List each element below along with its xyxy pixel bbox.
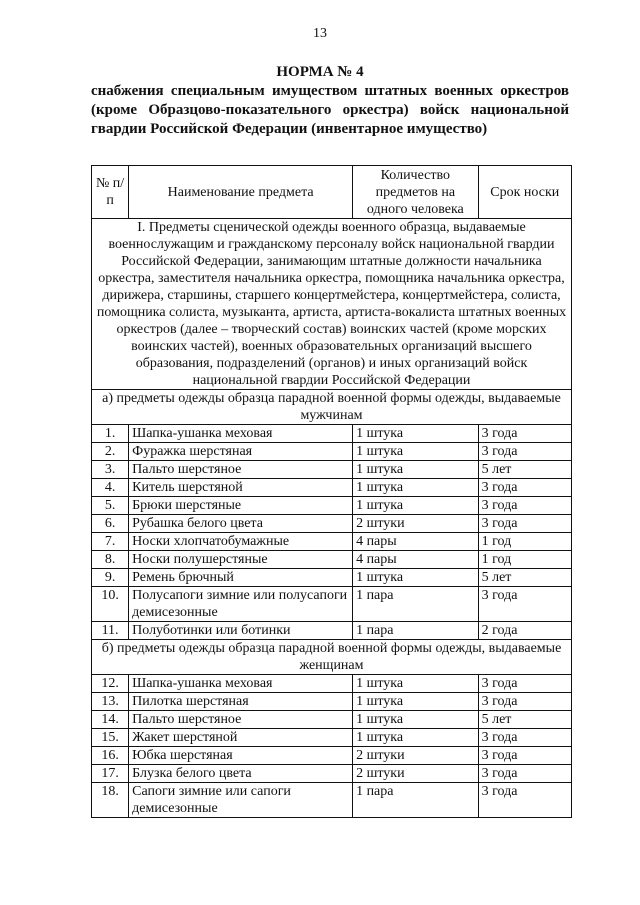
norm-table bbox=[91, 165, 572, 818]
row-term: 3 года bbox=[478, 783, 571, 818]
row-term: 3 года bbox=[478, 425, 571, 443]
row-quantity: 1 штука bbox=[353, 693, 479, 711]
row-name: Брюки шерстяные bbox=[129, 497, 353, 515]
row-name: Фуражка шерстяная bbox=[129, 443, 353, 461]
row-number: 17. bbox=[92, 765, 129, 783]
row-quantity: 1 пара bbox=[353, 622, 479, 640]
row-quantity: 4 пары bbox=[353, 551, 479, 569]
section-row bbox=[92, 219, 572, 390]
table-row bbox=[92, 551, 572, 569]
subsection-row-a bbox=[92, 390, 572, 425]
table-row bbox=[92, 765, 572, 783]
table-row bbox=[92, 729, 572, 747]
row-term: 1 год bbox=[478, 551, 571, 569]
row-name: Пальто шерстяное bbox=[129, 711, 353, 729]
header-num: № п/п bbox=[92, 166, 129, 219]
table-row bbox=[92, 622, 572, 640]
row-term: 3 года bbox=[478, 497, 571, 515]
table-row bbox=[92, 515, 572, 533]
row-quantity: 1 штука bbox=[353, 729, 479, 747]
row-number: 10. bbox=[92, 587, 129, 622]
section-heading: I. Предметы сценической одежды военного образца, выдаваемые военнослужащим и гражданскому персоналу войск национальной гвардии Российской Федерации, занимающим штатные должности начальника оркестра, заместителя начальника оркестра, помощника начальника оркестра, дирижера, старшины, старшего концертмейстера, концертмейстера, солиста, помощника солиста, музыканта, артиста, артиста-вокалиста штатных военных оркестров (далее – творческий состав) воинских частей (кроме морских воинских частей), военных образовательных организаций высшего образования, подразделений (органов) и иных организаций войск национальной гвардии Российской Федерации bbox=[92, 219, 572, 390]
row-quantity: 4 пары bbox=[353, 533, 479, 551]
table-body bbox=[92, 219, 572, 818]
row-term: 5 лет bbox=[478, 569, 571, 587]
table-row bbox=[92, 461, 572, 479]
row-name: Блузка белого цвета bbox=[129, 765, 353, 783]
row-quantity: 1 штука bbox=[353, 443, 479, 461]
row-term: 3 года bbox=[478, 693, 571, 711]
row-term: 3 года bbox=[478, 479, 571, 497]
subsection-heading-a: а) предметы одежды образца парадной военной формы одежды, выдаваемые мужчинам bbox=[92, 390, 572, 425]
row-number: 7. bbox=[92, 533, 129, 551]
row-quantity: 1 штука bbox=[353, 497, 479, 515]
table-row bbox=[92, 479, 572, 497]
header-term: Срок носки bbox=[478, 166, 571, 219]
row-name: Китель шерстяной bbox=[129, 479, 353, 497]
row-number: 8. bbox=[92, 551, 129, 569]
header-name: Наименование предмета bbox=[129, 166, 353, 219]
row-term: 5 лет bbox=[478, 461, 571, 479]
row-number: 6. bbox=[92, 515, 129, 533]
row-term: 3 года bbox=[478, 587, 571, 622]
row-term: 1 год bbox=[478, 533, 571, 551]
row-number: 14. bbox=[92, 711, 129, 729]
row-term: 2 года bbox=[478, 622, 571, 640]
row-number: 13. bbox=[92, 693, 129, 711]
row-quantity: 1 штука bbox=[353, 461, 479, 479]
row-quantity: 1 пара bbox=[353, 783, 479, 818]
row-number: 12. bbox=[92, 675, 129, 693]
row-name: Носки хлопчатобумажные bbox=[129, 533, 353, 551]
row-name: Шапка-ушанка меховая bbox=[129, 675, 353, 693]
row-name: Жакет шерстяной bbox=[129, 729, 353, 747]
row-name: Ремень брючный bbox=[129, 569, 353, 587]
subsection-heading-b: б) предметы одежды образца парадной военной формы одежды, выдаваемые женщинам bbox=[92, 640, 572, 675]
row-term: 3 года bbox=[478, 515, 571, 533]
row-quantity: 1 штука bbox=[353, 479, 479, 497]
row-term: 3 года bbox=[478, 729, 571, 747]
row-quantity: 1 штука bbox=[353, 675, 479, 693]
row-number: 11. bbox=[92, 622, 129, 640]
table-row bbox=[92, 533, 572, 551]
table-row bbox=[92, 711, 572, 729]
row-term: 3 года bbox=[478, 675, 571, 693]
row-name: Рубашка белого цвета bbox=[129, 515, 353, 533]
row-quantity: 1 штука bbox=[353, 711, 479, 729]
row-number: 1. bbox=[92, 425, 129, 443]
table-row bbox=[92, 425, 572, 443]
row-quantity: 1 пара bbox=[353, 587, 479, 622]
row-name: Полуботинки или ботинки bbox=[129, 622, 353, 640]
row-quantity: 2 штуки bbox=[353, 765, 479, 783]
row-number: 9. bbox=[92, 569, 129, 587]
row-quantity: 1 штука bbox=[353, 425, 479, 443]
row-number: 15. bbox=[92, 729, 129, 747]
row-name: Юбка шерстяная bbox=[129, 747, 353, 765]
table-row bbox=[92, 497, 572, 515]
row-number: 16. bbox=[92, 747, 129, 765]
row-name: Сапоги зимние или сапоги демисезонные bbox=[129, 783, 353, 818]
document-title: НОРМА № 4 bbox=[276, 64, 364, 80]
row-quantity: 2 штуки bbox=[353, 747, 479, 765]
table-row bbox=[92, 443, 572, 461]
row-name: Пальто шерстяное bbox=[129, 461, 353, 479]
row-number: 3. bbox=[92, 461, 129, 479]
row-term: 3 года bbox=[478, 747, 571, 765]
table-row bbox=[92, 569, 572, 587]
row-number: 18. bbox=[92, 783, 129, 818]
header-qty: Количество предметов на одного человека bbox=[353, 166, 479, 219]
table-row bbox=[92, 587, 572, 622]
row-term: 3 года bbox=[478, 765, 571, 783]
table-row bbox=[92, 783, 572, 818]
row-quantity: 1 штука bbox=[353, 569, 479, 587]
row-quantity: 2 штуки bbox=[353, 515, 479, 533]
subsection-row-b bbox=[92, 640, 572, 675]
table-header-row bbox=[92, 166, 572, 219]
row-term: 3 года bbox=[478, 443, 571, 461]
row-name: Пилотка шерстяная bbox=[129, 693, 353, 711]
row-number: 2. bbox=[92, 443, 129, 461]
table-row bbox=[92, 693, 572, 711]
row-term: 5 лет bbox=[478, 711, 571, 729]
row-name: Шапка-ушанка меховая bbox=[129, 425, 353, 443]
row-number: 5. bbox=[92, 497, 129, 515]
document-subtitle: снабжения специальным имуществом штатных военных оркестров (кроме Образцово-показательного оркестра) войск национальной гвардии Российской Федерации (инвентарное имущество) bbox=[91, 83, 569, 137]
table-row bbox=[92, 747, 572, 765]
row-number: 4. bbox=[92, 479, 129, 497]
row-name: Носки полушерстяные bbox=[129, 551, 353, 569]
page-number: 13 bbox=[313, 26, 327, 41]
row-name: Полусапоги зимние или полусапоги демисезонные bbox=[129, 587, 353, 622]
table-row bbox=[92, 675, 572, 693]
